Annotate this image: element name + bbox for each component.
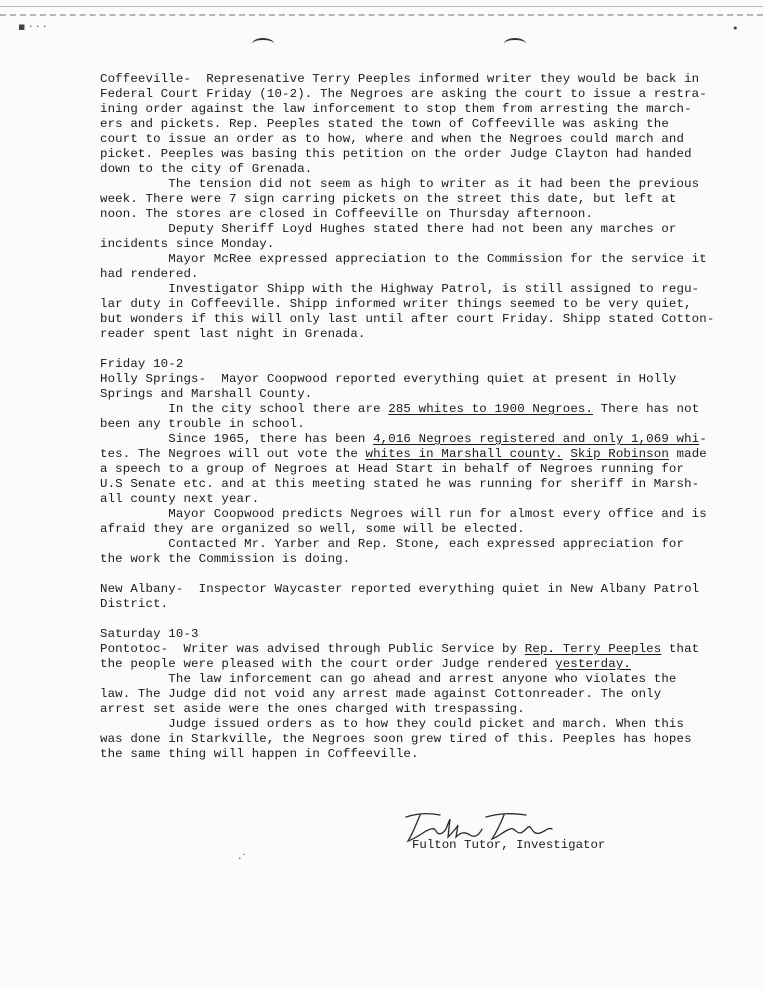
text-line: Mayor McRee expressed appreciation to the Commission for the service it bbox=[100, 252, 707, 266]
underlined-text: 4,016 Negroes registered and only 1,069 whi bbox=[373, 432, 700, 446]
text-line: a speech to a group of Negroes at Head Start in behalf of Negroes running for bbox=[100, 462, 685, 476]
text-line: lar duty in Coffeeville. Shipp informed writer things seemed to be very quiet, bbox=[100, 297, 692, 311]
paragraph-gap bbox=[100, 567, 706, 582]
punch-mark-left bbox=[252, 38, 274, 50]
text-segment: There has not bbox=[593, 402, 700, 416]
underlined-text: whites in Marshall county. bbox=[365, 447, 563, 461]
underlined-text: Rep. Terry Peeples bbox=[524, 642, 662, 656]
text-line bbox=[100, 402, 706, 417]
paragraph-gap bbox=[100, 342, 706, 357]
text-segment: that bbox=[661, 642, 700, 656]
text-line: week. There were 7 sign carring pickets on the street this date, but left at bbox=[100, 192, 677, 206]
text-line: The tension did not seem as high to writer as it had been the previous bbox=[100, 177, 700, 191]
text-line: Federal Court Friday (10-2). The Negroes are asking the court to issue a restra- bbox=[100, 87, 707, 101]
text-line: Coffeeville- Represenative Terry Peeples informed writer they would be back in bbox=[100, 72, 700, 86]
text-line: but wonders if this will only last until after court Friday. Shipp stated Cotton- bbox=[100, 312, 715, 326]
text-line: Holly Springs- Mayor Coopwood reported everything quiet at present in Holly bbox=[100, 372, 677, 386]
section-date: Saturday 10-3 bbox=[100, 627, 199, 641]
text-line: noon. The stores are closed in Coffeeville on Thursday afternoon. bbox=[100, 207, 594, 221]
underlined-text: Skip Robinson bbox=[570, 447, 669, 461]
text-line bbox=[100, 657, 706, 672]
text-line: court to issue an order as to how, where and when the Negroes could march and bbox=[100, 132, 685, 146]
text-segment: Since 1965, there has been bbox=[100, 432, 374, 446]
text-line: incidents since Monday. bbox=[100, 237, 275, 251]
text-line: been any trouble in school. bbox=[100, 417, 305, 431]
text-line: picket. Peeples was basing this petition on the order Judge Clayton had handed bbox=[100, 147, 692, 161]
text-line bbox=[100, 432, 706, 447]
page-top-rule bbox=[0, 6, 763, 7]
text-line: afraid they are organized so well, some will be elected. bbox=[100, 522, 525, 536]
text-line: law. The Judge did not void any arrest made against Cottonreader. The only bbox=[100, 687, 662, 701]
scan-speck: ▪ · · · bbox=[18, 20, 47, 33]
text-segment: In the city school there are bbox=[100, 402, 389, 416]
scan-speck: ·˙ bbox=[238, 852, 247, 865]
text-line: U.S Senate etc. and at this meeting stated he was running for sheriff in Marsh- bbox=[100, 477, 700, 491]
underlined-text: yesterday. bbox=[555, 657, 631, 671]
scan-speck: • bbox=[732, 22, 739, 35]
report-body bbox=[100, 72, 715, 762]
text-line: reader spent last night in Grenada. bbox=[100, 327, 366, 341]
text-line: ers and pickets. Rep. Peeples stated the town of Coffeeville was asking the bbox=[100, 117, 669, 131]
signature-caption: Fulton Tutor, Investigator bbox=[412, 838, 606, 852]
punch-mark-right bbox=[504, 38, 526, 50]
text-segment: Pontotoc- Writer was advised through Public Service by bbox=[100, 642, 525, 656]
text-line bbox=[100, 642, 706, 657]
text-line: arrest set aside were the ones charged with trespassing. bbox=[100, 702, 525, 716]
text-line bbox=[100, 447, 706, 462]
text-line: Deputy Sheriff Loyd Hughes stated there had not been any marches or bbox=[100, 222, 677, 236]
text-line: Mayor Coopwood predicts Negroes will run for almost every office and is bbox=[100, 507, 707, 521]
text-line: had rendered. bbox=[100, 267, 199, 281]
text-segment: made bbox=[668, 447, 707, 461]
text-line: The law inforcement can go ahead and arrest anyone who violates the bbox=[100, 672, 677, 686]
text-line: down to the city of Grenada. bbox=[100, 162, 313, 176]
text-line: the work the Commission is doing. bbox=[100, 552, 351, 566]
text-line: all county next year. bbox=[100, 492, 260, 506]
text-line: Contacted Mr. Yarber and Rep. Stone, each expressed appreciation for bbox=[100, 537, 685, 551]
text-line: ining order against the law inforcement to stop them from arresting the march- bbox=[100, 102, 692, 116]
text-line: was done in Starkville, the Negroes soon grew tired of this. Peeples has hopes bbox=[100, 732, 692, 746]
page-top-edge bbox=[0, 0, 763, 16]
text-line: Investigator Shipp with the Highway Patrol, is still assigned to regu- bbox=[100, 282, 700, 296]
text-line: New Albany- Inspector Waycaster reported everything quiet in New Albany Patrol bbox=[100, 582, 700, 596]
paragraph-gap bbox=[100, 612, 706, 627]
underlined-text: 285 whites to 1900 Negroes. bbox=[388, 402, 594, 416]
text-segment: tes. The Negroes will out vote the bbox=[100, 447, 366, 461]
text-line: Springs and Marshall County. bbox=[100, 387, 313, 401]
text-segment: the people were pleased with the court order Judge rendered bbox=[100, 657, 556, 671]
section-date: Friday 10-2 bbox=[100, 357, 184, 371]
text-line: the same thing will happen in Coffeeville. bbox=[100, 747, 419, 761]
text-line: District. bbox=[100, 597, 169, 611]
text-line: Judge issued orders as to how they could picket and march. When this bbox=[100, 717, 685, 731]
text-segment: - bbox=[699, 432, 707, 446]
